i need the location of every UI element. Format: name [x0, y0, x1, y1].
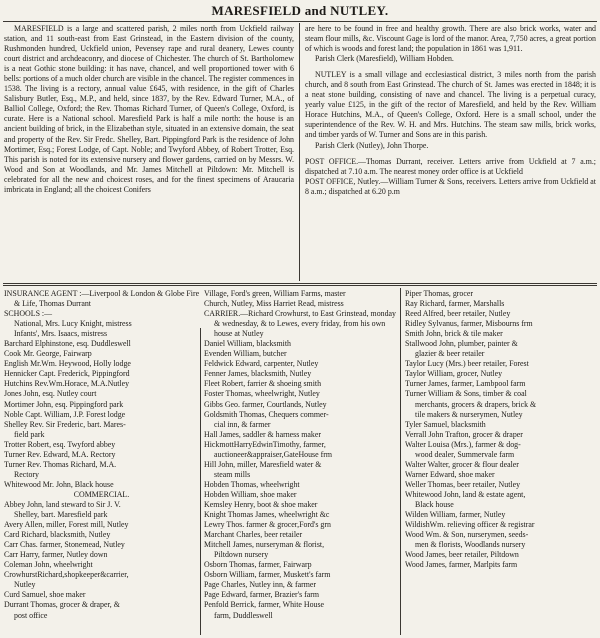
directory-entry: Reed Alfred, beer retailer, Nutley — [405, 309, 511, 319]
nutley-description: NUTLEY is a small village and ecclesiastical district, 3 miles north from the parish church, and 8 south from East Grinstead. The church of St. James was erected in 1848; it is a neat stone building, consisting of nave and chancel. The living is a perpetual curacy, yearly value £125, in the gift of the rector of Maresfield, and held by the Rev. William Horace Hutchins, M.A., of Queen's College, Oxford. Here is a small school, under the superintendence of the Rev. W. H. and Mrs. Hutchins. The steam saw mills, brick works, and timber yards of W. Turner and Sons are in this parish. — [305, 70, 596, 140]
directory-entry: Tyler Samuel, blacksmith — [405, 419, 486, 429]
directory-entry: Wood Wm. & Son, nurserymen, seeds- — [405, 530, 529, 540]
directory-entry: Warner Edward, shoe maker — [405, 469, 495, 479]
directory-entry: Weller Thomas, beer retailer, Nutley — [405, 479, 521, 489]
directory-entry: Smith John, brick & tile maker — [405, 329, 503, 339]
directory-entry: Kemsley Henry, boot & shoe maker — [204, 499, 318, 509]
directory-entry: farm, Duddleswell — [214, 610, 273, 620]
intro-right-column — [305, 24, 596, 197]
directory-entry: National, Mrs. Lucy Knight, mistress — [14, 319, 132, 329]
directory-entry: wood dealer, Summervale farm — [415, 449, 515, 459]
directory-entry: English Mr.Wm. Heywood, Holly lodge — [4, 359, 131, 369]
post-office-nutley: POST OFFICE, Nutley.—William Turner & Sons, receivers. Letters arrive from Uckfield at 8 a.m.; dispatched at 6.20 p.m — [305, 176, 596, 196]
directory-entry: Taylor Lucy (Mrs.) beer retailer, Forest — [405, 359, 529, 369]
directory-entry: Hutchins Rev.Wm.Horace, M.A.Nutley — [4, 379, 130, 389]
directory-entry: Shelley, bart. Maresfield park — [14, 510, 108, 520]
directory-entry: Walter Louisa (Mrs.), farmer & dog- — [405, 439, 521, 449]
intro-left-column — [4, 24, 294, 195]
directory-entry: post office — [14, 610, 48, 620]
directory-entry: glazier & beer retailer — [415, 349, 485, 359]
directory-entry: Piper Thomas, grocer — [405, 289, 474, 298]
directory-entry: Village, Ford's green, William Farms, master — [204, 289, 346, 298]
directory-divider-1 — [200, 328, 201, 635]
intro-column-divider — [299, 23, 300, 281]
directory-entry: tile makers & nurserymen, Nutley — [415, 409, 523, 419]
directory-entry: & wednesday, & to Lewes, every friday, from his own — [214, 319, 386, 329]
directory-entry: Foster Thomas, wheelwright, Nutley — [204, 389, 320, 399]
directory-entry: Marchant Charles, beer retailer — [204, 530, 303, 540]
directory-entry: Hall James, saddler & harness maker — [204, 429, 322, 439]
directory-entry: Nutley — [14, 580, 36, 590]
directory-entry: Hill John, miller, Maresfield water & — [204, 459, 322, 469]
directory-entry: Wood James, beer retailer, Piltdown — [405, 550, 519, 560]
directory-entry: Wilden William, farmer, Nutley — [405, 510, 506, 520]
directory-entry: Page Edward, farmer, Brazier's farm — [204, 590, 320, 600]
section-rule-bottom — [3, 285, 597, 286]
directory-entry: Gibbs Geo. farmer, Courtlands, Nutley — [204, 399, 327, 409]
directory-entry: Feldwick Edward, carpenter, Nutley — [204, 359, 319, 369]
directory-entry: Avery Allen, miller, Forest mill, Nutley — [4, 520, 129, 530]
directory-entry: Abbey John, land steward to Sir J. V. — [4, 499, 121, 509]
directory-entry: Osborn William, farmer, Muskett's farm — [204, 570, 331, 580]
parish-clerk-maresfield: Parish Clerk (Maresfield), William Hobden. — [315, 54, 454, 64]
directory-entry: Verrall John Trafton, grocer & draper — [405, 429, 523, 439]
directory-entry: Mortimer John, esq. Pippingford park — [4, 399, 124, 409]
directory-entry: Turner William & Sons, timber & coal — [405, 389, 527, 399]
directory-entry: INSURANCE AGENT :—Liverpool & London & Globe Fire — [4, 289, 199, 298]
directory-entry: Curd Samuel, shoe maker — [4, 590, 86, 600]
directory-entry: cial inn, & farmer — [214, 419, 271, 429]
title-rule — [3, 21, 597, 22]
directory-entry: Cook Mr. George, Fairwarp — [4, 349, 92, 359]
directory-entry: men & florists, Woodlands nursery — [415, 540, 526, 550]
directory-entry: Piltdown nursery — [214, 550, 269, 560]
directory-column-2 — [204, 289, 399, 621]
directory-divider-2 — [400, 288, 401, 635]
directory-entry: Taylor William, grocer, Nutley — [405, 369, 503, 379]
directory-entry: Ray Richard, farmer, Marshalls — [405, 299, 505, 309]
directory-entry: Durrant Thomas, grocer & draper, & — [4, 600, 120, 610]
directory-entry: Stallwood John, plumber, painter & — [405, 339, 518, 349]
directory-entry: Knight Thomas James, wheelwright &c — [204, 510, 330, 520]
directory-entry: Turner James, farmer, Lambpool farm — [405, 379, 526, 389]
post-office-maresfield: POST OFFICE.—Thomas Durrant, receiver. Letters arrive from Uckfield at 7 a.m.; dispatched at 7.10 a.m. The nearest money order office is at Uckfield — [305, 156, 596, 176]
directory-entry: Barchard Elphinstone, esq. Duddleswell — [4, 339, 131, 349]
directory-entry: Whitewood John, land & estate agent, — [405, 489, 526, 499]
directory-entry: Evenden William, butcher — [204, 349, 287, 359]
directory-entry: Church, Nutley, Miss Harriet Read, mistress — [204, 299, 344, 309]
directory-entry: Trotter Robert, esq. Twyford abbey — [4, 439, 116, 449]
directory-entry: HickmottHarryEdwinTimothy, farmer, — [204, 439, 326, 449]
directory-entry: Mitchell James, nurseryman & florist, — [204, 540, 325, 550]
section-rule-top — [3, 283, 597, 284]
directory-entry: Rectory — [14, 469, 39, 479]
directory-entry: Whitewood Mr. John, Black house — [4, 479, 114, 489]
directory-entry: merchants, grocers & drapers, brick & — [415, 399, 537, 409]
directory-entry: Card Richard, blacksmith, Nutley — [4, 530, 111, 540]
directory-entry: Penfold Berrick, farmer, White House — [204, 600, 325, 610]
directory-entry: field park — [14, 429, 45, 439]
directory-entry: Daniel William, blacksmith — [204, 339, 291, 349]
directory-entry: Fenner James, blacksmith, Nutley — [204, 369, 312, 379]
directory-entry: Noble Capt. William, J.P. Forest lodge — [4, 409, 126, 419]
directory-entry: & Life, Thomas Durrant — [14, 299, 91, 309]
directory-entry: WildishWm. relieving officer & registrar — [405, 520, 535, 530]
directory-entry: Page Charles, Nutley inn, & farmer — [204, 580, 316, 590]
directory-entry: Jones John, esq. Nutley court — [4, 389, 97, 399]
directory-entry: CARRIER.—Richard Crowhurst, to East Grinstead, monday — [204, 309, 396, 319]
directory-entry: Carr Chas. farmer, Stonemead, Nutley — [4, 540, 125, 550]
directory-entry: auctioneer&appraiser,GateHouse frm — [214, 449, 332, 459]
directory-entry: Turner Rev. Edward, M.A. Rectory — [4, 449, 116, 459]
directory-entry: Infants', Mrs. Isaacs, mistress — [14, 329, 108, 339]
directory-entry: Walter Walter, grocer & flour dealer — [405, 459, 519, 469]
directory-entry: Ridley Sylvanus, farmer, Misbourns frm — [405, 319, 533, 329]
directory-entry: Black house — [415, 499, 454, 509]
directory-entry: Fleet Robert, farrier & shoeing smith — [204, 379, 322, 389]
directory-entry: Shelley Rev. Sir Frederic, bart. Mares- — [4, 419, 126, 429]
directory-entry: Osborn Thomas, farmer, Fairwarp — [204, 560, 312, 570]
directory-entry: COMMERCIAL. — [73, 489, 130, 499]
directory-entry: house at Nutley — [214, 329, 264, 339]
directory-entry: Coleman John, wheelwright — [4, 560, 93, 570]
directory-column-3 — [405, 289, 597, 570]
directory-entry: SCHOOLS :— — [4, 309, 53, 319]
directory-entry: Hobden Thomas, wheelwright — [204, 479, 300, 489]
directory-entry: steam mills — [214, 469, 251, 479]
maresfield-description-continued: are here to be found in free and healthy growth. There are also brick works, water and steam flour mills, &c. Viscount Gage is lord of the manor. Area, 7,750 acres, a great portion of which is woods and forest land; the population in 1861 was 1,911. — [305, 24, 596, 54]
directory-entry: Lewry Thos. farmer & grocer,Ford's grn — [204, 520, 331, 530]
directory-entry: Wood James, farmer, Marlpits farm — [405, 560, 518, 570]
page-title: MARESFIELD and NUTLEY. — [211, 3, 389, 18]
maresfield-description: MARESFIELD is a large and scattered parish, 2 miles north from Uckfield railway station, and 11 south-east from East Grinstead, in the Eastern division of the county, Rushmonden hundred, Uckfield union, Pevensey rape and rural deanery, Lewes county court district and archdeaconry, and diocese of Chichester. The church of St. Bartholomew is a neat Gothic stone building: it has nave, chancel, and well proportioned tower with 6 bells: portions of a much older church are visible in the chancel. The register commences in 1538. The living is a rectory, annual value £645, with residence, in the gift of Charles Salisbury Butler, Esq., M.P., and held, since 1837, by the Rev. Edward Turner, M.A., of Balliol College, Oxford; the Rev. Thomas Richard Turner, of Queen's College, Oxford, is curate. Here is a National school. Maresfield Park is half a mile north: the house is an ancient building of brick, in the Elizabethan style, situated in an extensive domain, the seat and property of the Rev. Sir Fredc. Shelley, Bart. Pippingford Park is the residence of John Mortimer, Esq.; Forest Lodge, of Capt. Noble; and Twyford Abbey, of Robert Trotter, Esq. This parish is noted for its extensive nursery and flower gardens, carried on by Messrs. W. Wood and Son at Woodlands, and Mr. James Mitchell at Piltdown: Mr. Mitchell is celebrated for all the new and choicest roses, and for the finest specimens of Araucaria imbricata in England; all the choicest Conifers — [4, 24, 294, 194]
directory-entry: Turner Rev. Thomas Richard, M.A. — [4, 459, 117, 469]
directory-column-1 — [4, 289, 199, 621]
directory-entry: CrowhurstRichard,shopkeeper&carrier, — [4, 570, 129, 580]
directory-entry: Carr Harry, farmer, Nutley down — [4, 550, 108, 560]
directory-entry: Hennicker Capt. Frederick, Pippingford — [4, 369, 130, 379]
directory-entry: Hobden William, shoe maker — [204, 489, 297, 499]
parish-clerk-nutley: Parish Clerk (Nutley), John Thorpe. — [315, 140, 429, 150]
directory-entry: Goldsmith Thomas, Chequers commer- — [204, 409, 329, 419]
